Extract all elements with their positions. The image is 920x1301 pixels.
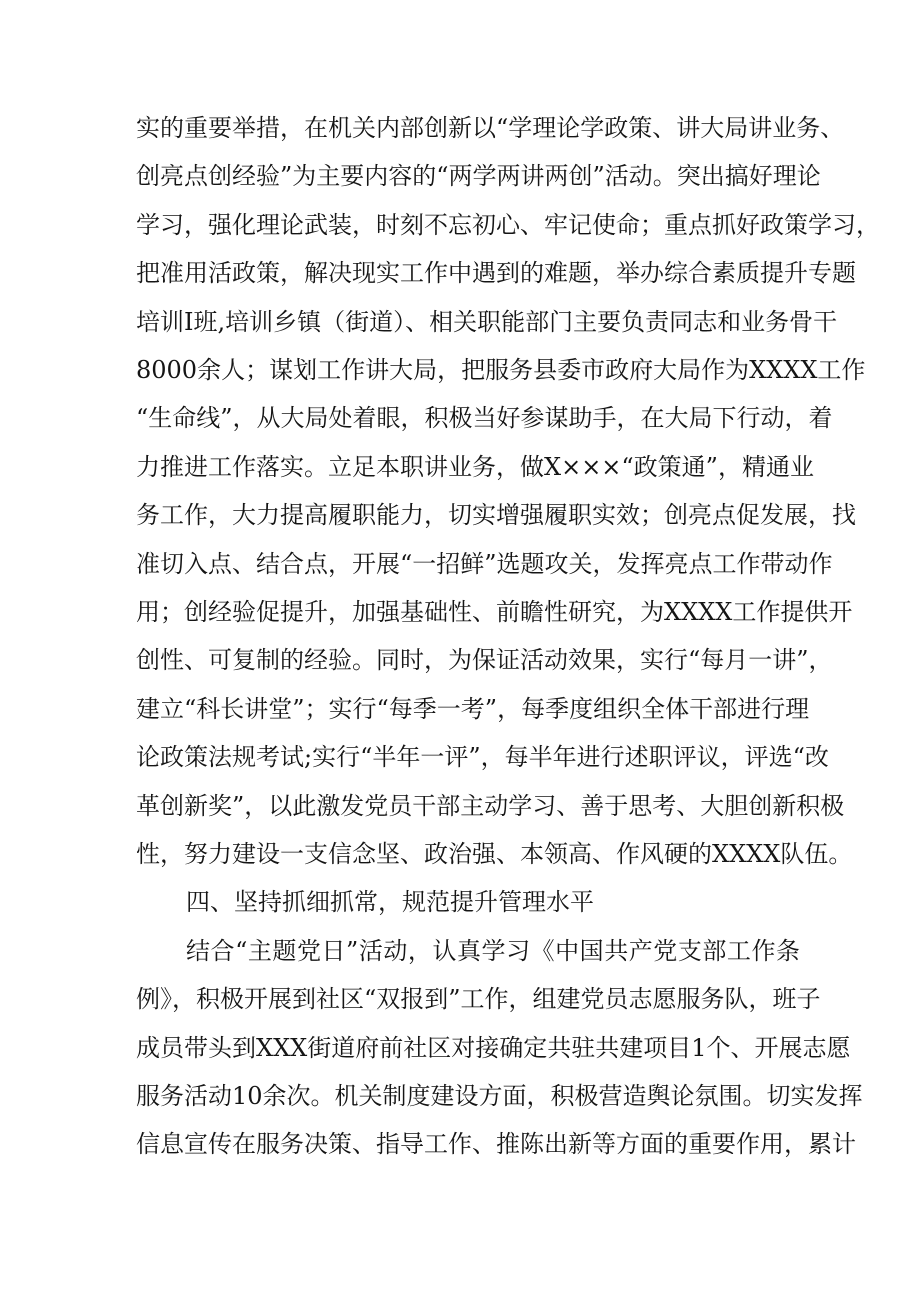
body-text-line: 服务活动10余次。机关制度建设方面，积极营造舆论氛围。切实发挥 [136,1082,863,1110]
body-text-line: 建立“科长讲堂”；实行“每季一考”，每季度组织全体干部进行理 [136,695,810,723]
body-text-line: 8000余人；谋划工作讲大局，把服务县委市政府大局作为XXXX工作 [136,356,866,384]
body-text-line: 创性、可复制的经验。同时，为保证活动效果，实行“每月一讲”， [136,646,833,674]
body-text-line: 成员带头到XXX街道府前社区对接确定共驻共建项目1个、开展志愿 [136,1034,851,1062]
body-text-line: “生命线”，从大局处着眼，积极当好参谋助手，在大局下行动，着 [136,404,833,432]
body-text-line: 性，努力建设一支信念坚、政治强、本领高、作风硬的XXXX队伍。 [136,840,853,868]
body-text-line: 革创新奖”，以此激发党员干部主动学习、善于思考、大胆创新积极 [136,792,845,820]
body-text-line: 创亮点创经验”为主要内容的“两学两讲两创”活动。突出搞好理论 [136,162,821,190]
body-text-line: 力推进工作落实。立足本职讲业务，做X×××“政策通”，精通业 [136,453,814,481]
body-text-line: 信息宣传在服务决策、指导工作、推陈出新等方面的重要作用，累计 [136,1130,856,1158]
body-text-line: 准切入点、结合点，开展“一招鲜”选题攻关，发挥亮点工作带动作 [136,550,833,578]
section-heading: 四、坚持抓细抓常，规范提升管理水平 [186,888,594,916]
body-text-line: 把准用活政策，解决现实工作中遇到的难题，举办综合素质提升专题 [136,259,856,287]
body-text-line: 结合“主题党日”活动，认真学习《中国共产党支部工作条 [186,937,800,965]
body-text-line: 用；创经验促提升，加强基础性、前瞻性研究，为XXXX工作提供开 [136,598,853,626]
body-text-line: 例》，积极开展到社区“双报到”工作，组建党员志愿服务队，班子 [136,985,821,1013]
body-text-line: 实的重要举措，在机关内部创新以“学理论学政策、讲大局讲业务、 [136,114,845,142]
body-text-line: 务工作，大力提高履职能力，切实增强履职实效；创亮点促发展，找 [136,501,856,529]
body-text-line: 学习，强化理论武装，时刻不忘初心、牢记使命；重点抓好政策学习， [136,211,880,239]
body-text-line: 培训Ⅰ班,培训乡镇（街道）、相关职能部门主要负责同志和业务骨干 [136,308,838,336]
body-text-line: 论政策法规考试;实行“半年一评”，每半年进行述职评议，评选“改 [136,743,829,771]
